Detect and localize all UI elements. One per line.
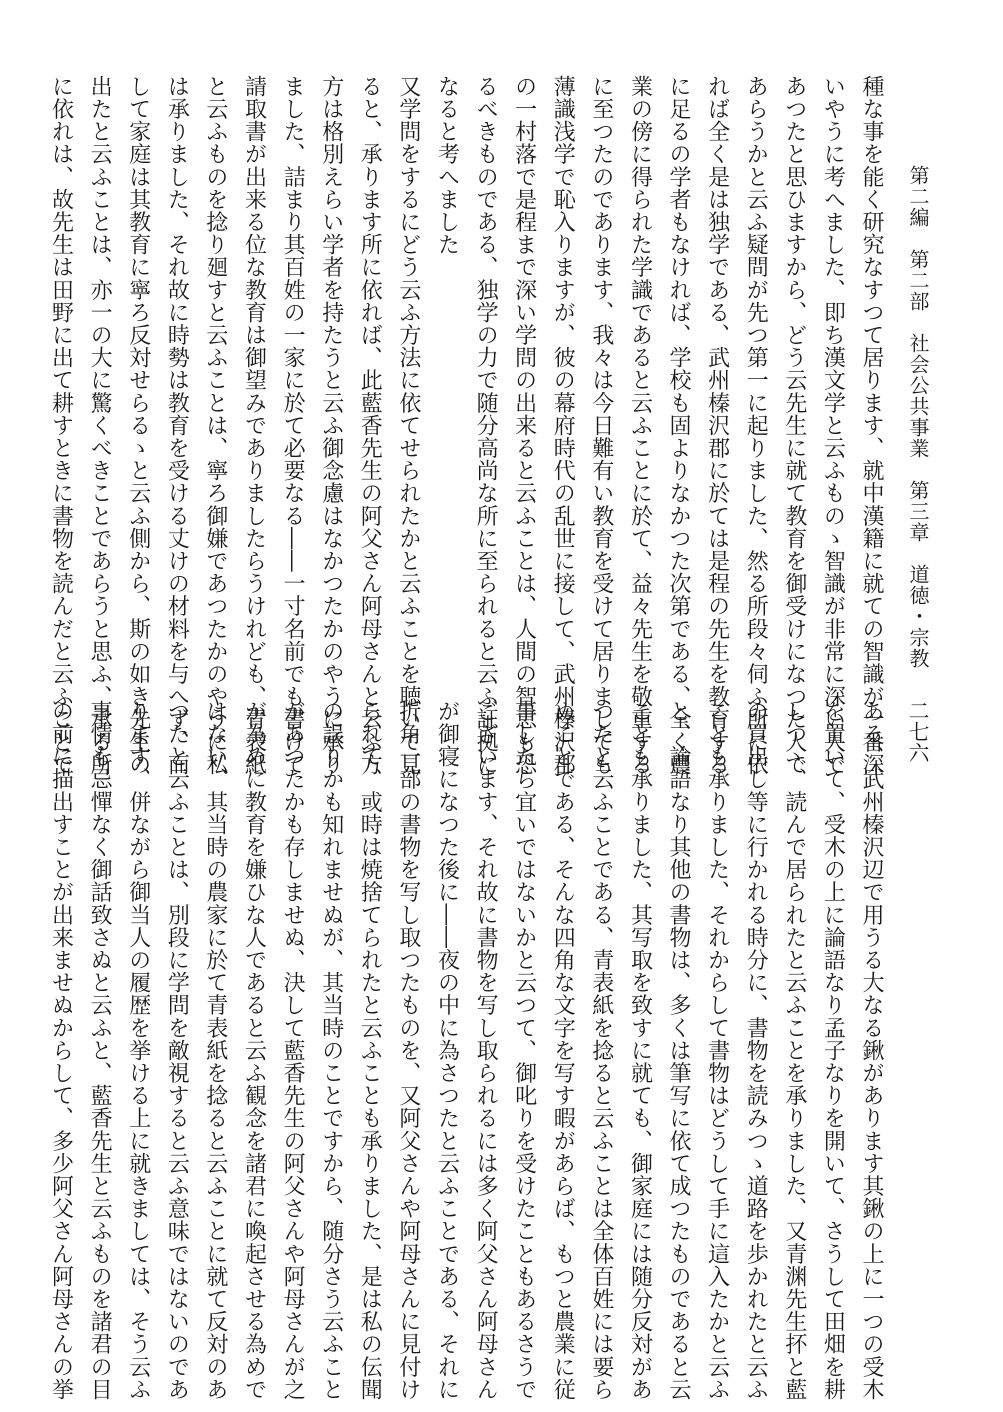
text-line: して家庭は其教育に寧ろ反対せらるゝと云ふ側から、斯の如き先生の [125,75,151,776]
text-line: いやうに考へました、即ち漢文学と云ふものゝ智識が非常に深い人で [820,75,846,776]
text-line: 薄識浅学で恥入りますが、彼の幕府時代の乱世に接して、武州榛沢郡 [550,75,576,776]
text-line: と、論語なり其他の書物は、多くは筆写に依て成つたものであると云 [666,700,692,1401]
text-line: れば全く是は独学である、武州榛沢郡に於ては是程の先生を教育する [704,75,730,776]
text-line: られて、或時は焼捨てられたと云ふことも承りました、是は私の伝聞 [357,700,383,1401]
text-line: つたと云ふことは、別段に学問を敵視すると云ふ意味ではないのであ [164,700,190,1401]
text-line: があつたかも存しませぬ、決して藍香先生の阿父さんや阿母さんが之 [280,700,306,1401]
text-line: つたと云ふことである、青表紙を捻ると云ふことは全体百姓には要ら [588,700,614,1401]
text-line: の一村落で是程まで深い学問の出来ると云ふことは、人間の智恵も恐 [511,75,537,776]
text-line: しつゝ、読んで居られたと云ふことを承りました、又青渊先生抔と藍 [781,700,807,1401]
text-line: が為めに教育を嫌ひな人であると云ふ観念を諸君に喚起させる為めで [241,700,267,1401]
text-line: を置いて、受木の上に論語なり孟子なりを開いて、さうして田畑を耕 [820,700,846,1401]
text-line: あつたと思ひますから、どう云先生に就て教育を御受けになつた人で [781,75,807,776]
text-line: 業の傍に得られた学識であると云ふことに於て、益々先生を敬重する [627,75,653,776]
text-line: は承りました、それ故に時勢は教育を受ける丈けの材料を与へず、而 [164,75,190,776]
text-line: に至つたのであります、我々は今日難有い教育を受けて居りましても [588,75,614,776]
text-line: が御寝になつた後に――夜の中に為さつたと云ふことである、それに [434,700,460,1401]
text-line: と云ふものを捻り廻すと云ふことは、寧ろ御嫌であつたかのやうに私 [202,75,228,776]
text-line: 又学問をするにどう云ふ方法に依てせられたかと云ふことを聴いて見 [395,75,421,776]
page-number: 二七六 [906,700,930,763]
text-line: 事情も忌憚なく御話致さぬと云ふと、藍香先生と云ふものを諸君の目 [87,700,113,1401]
text-line: の誤りかも知れませぬが、其当時のことですから、随分さう云ふこと [318,700,344,1401]
text-line: 方は格別えらい学者を持たうと云ふ御念慮はなかつたかのやうに承り [318,75,344,776]
text-line: 種な事を能く研究なすつて居ります、就中漢籍に就ての智識が一番深 [859,75,884,776]
text-line: に足るの学者もなければ、学校も固よりなかつた次第である、全く農 [666,75,692,776]
text-block-lower [48,700,890,1401]
text-line: の買出し等に行かれる時分に、書物を読みつゝ道路を歩かれたと云ふ [743,700,769,1401]
text-line: なると考へました [434,75,460,256]
text-block-upper [48,75,890,776]
text-line: ある、武州榛沢辺で用うる大なる鍬があります其鍬の上に一つの受木 [859,700,884,1401]
text-line: 事したら宜いではないかと云つて、御叱りを受けたこともあるさうで [511,700,537,1401]
running-header: 第二編 第二部 社会公共事業 第三章 道徳・宗教 [906,165,930,669]
text-line: 請取書が出来る位な教育は御望みでありましたらうけれども、青表紙 [241,75,267,776]
text-line: ました、詰まり其百姓の一家に於て必要なる――一寸名前でも書けて [280,75,306,776]
text-line: の前に描出すことが出来ませぬからして、多少阿父さん阿母さんの挙 [48,700,74,1401]
text-line: ると、承ります所に依れば、此藍香先生の阿父さん阿母さんと云ふ方 [357,75,383,776]
text-line: ります、併ながら御当人の履歴を挙ける上に就きましては、そう云ふ [125,700,151,1401]
text-line: はない、其当時の農家に於て青表紙を捻ると云ふことに就て反対のあ [202,700,228,1401]
text-line: ございます、それ故に書物を写し取られるには多く阿父さん阿母さん [473,700,499,1401]
text-line: ぬことである、そんな四角な文字を写す暇があらば、もつと農業に従 [550,700,576,1401]
text-line: 出たと云ふことは、亦一の大に驚くべきことであらうと思ふ、承る所 [87,75,113,776]
text-line: に依れは、故先生は田野に出て耕すときに書物を読んだと云ふことで [48,75,74,776]
text-line: ことも承りました、其写取を致すに就ても、御家庭には随分反対があ [627,700,653,1401]
text-line: あらうかと云ふ疑問が先つ第一に起りました、然る所段々伺ふ所に依 [743,75,769,776]
text-line: ことも承りました、それからして書物はどうして手に這入たかと云ふ [704,700,730,1401]
text-line: 折角一部の書物を写し取つたものを、又阿父さんや阿母さんに見付け [395,700,421,1401]
text-line: るべきものである、独学の力で随分高尚な所に至られると云ふ証拠に [473,75,499,776]
